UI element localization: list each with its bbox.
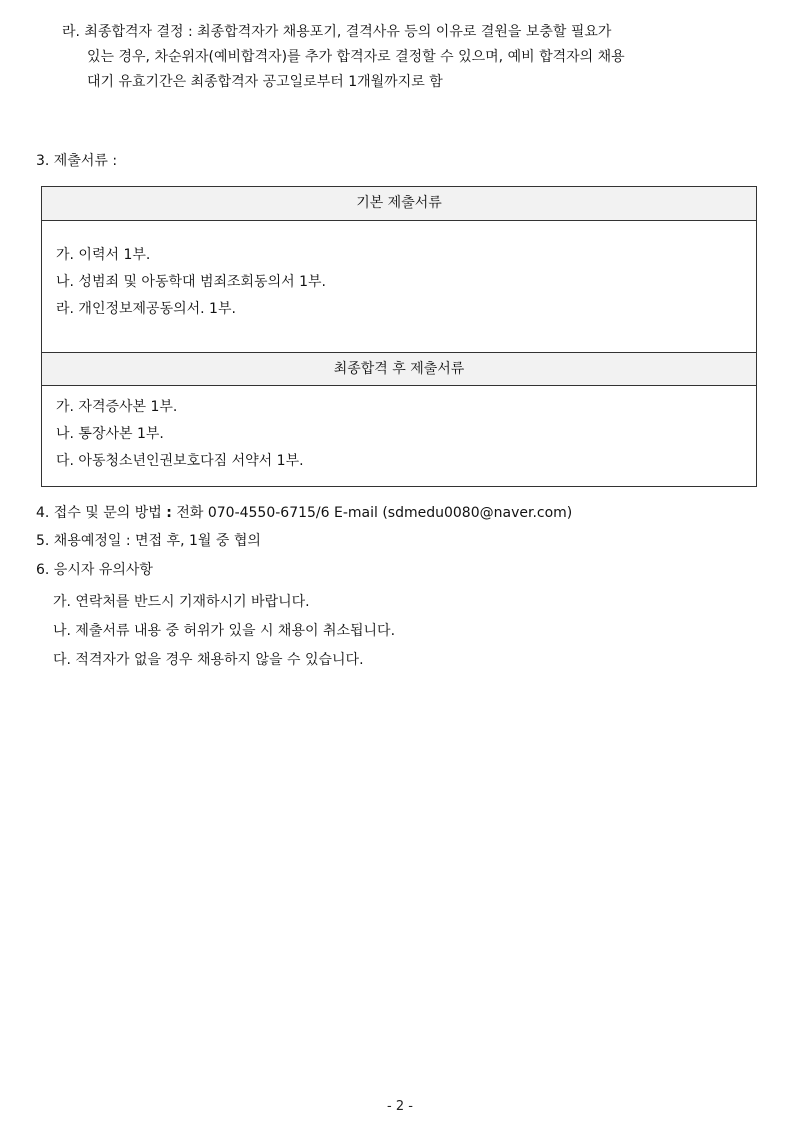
page-number: - 2 - <box>387 1099 413 1114</box>
contact-line <box>36 503 572 523</box>
notes-heading: 6. 응시자 유의사항 <box>36 562 153 578</box>
documents-table <box>41 186 757 487</box>
final-decision-line-3: 대기 유효기간은 최종합격자 공고일로부터 1개월까지로 함 <box>87 74 443 90</box>
list-item: 라. 개인정보제공동의서. 1부. <box>56 301 236 317</box>
documents-heading: 3. 제출서류 : <box>36 153 118 169</box>
list-item: 나. 통장사본 1부. <box>56 426 164 442</box>
contact-label: 4. 접수 및 문의 방법 <box>36 505 162 521</box>
final-documents-header: 최종합격 후 제출서류 <box>42 352 756 386</box>
list-item: 가. 자격증사본 1부. <box>56 399 178 415</box>
basic-documents-list <box>56 242 326 323</box>
final-decision-line-1: 라. 최종합격자 결정 : 최종합격자가 채용포기, 결격사유 등의 이유로 결원을 보충할 필요가 <box>62 24 612 40</box>
final-documents-list <box>56 394 304 475</box>
final-decision-line-2: 있는 경우, 차순위자(예비합격자)를 추가 합격자로 결정할 수 있으며, 예비 합격자의 채용 <box>87 49 625 65</box>
hire-date-line: 5. 채용예정일 : 면접 후, 1월 중 협의 <box>36 533 261 549</box>
list-item: 다. 아동청소년인권보호다짐 서약서 1부. <box>56 453 304 469</box>
basic-documents-header: 기본 제출서류 <box>42 187 756 221</box>
list-item: 나. 성범죄 및 아동학대 범죄조회동의서 1부. <box>56 274 326 290</box>
final-decision-paragraph <box>62 20 762 95</box>
notes-list <box>53 588 395 675</box>
list-item: 나. 제출서류 내용 중 허위가 있을 시 채용이 취소됩니다. <box>53 623 396 639</box>
contact-details: 전화 070-4550-6715/6 E-mail (sdmedu0080@naver.com) <box>176 505 573 521</box>
list-item: 다. 적격자가 없을 경우 채용하지 않을 수 있습니다. <box>53 652 364 668</box>
contact-colon: : <box>166 505 172 521</box>
list-item: 가. 연락처를 반드시 기재하시기 바랍니다. <box>53 594 310 610</box>
list-item: 가. 이력서 1부. <box>56 247 151 263</box>
